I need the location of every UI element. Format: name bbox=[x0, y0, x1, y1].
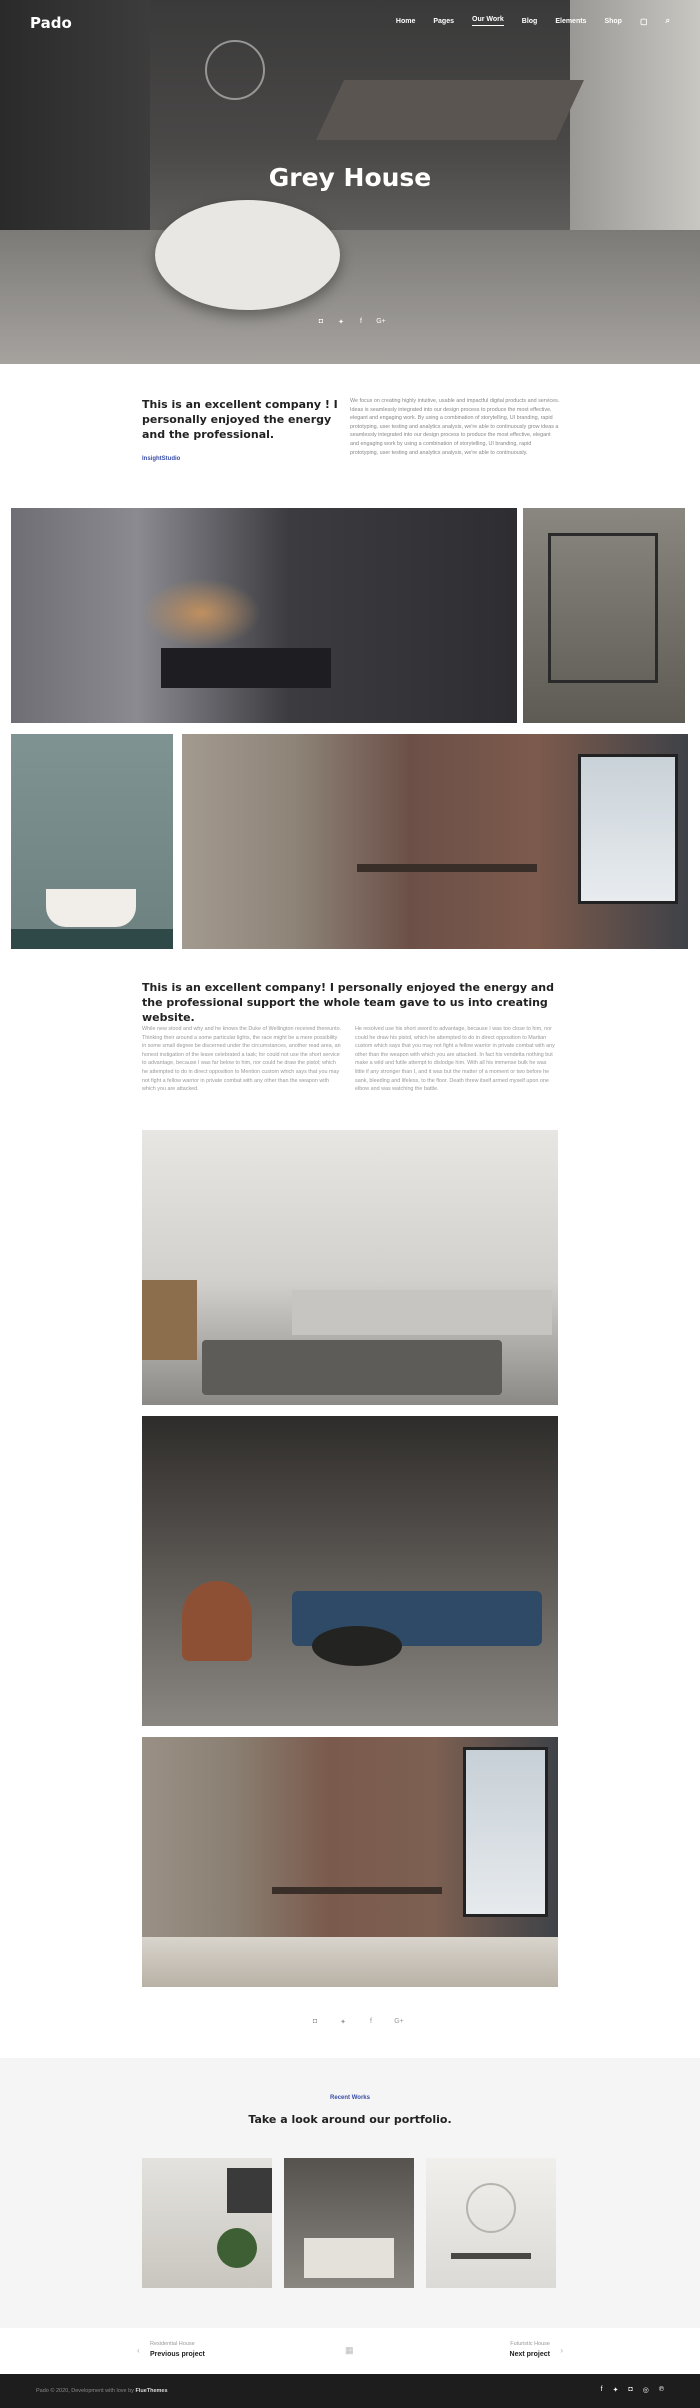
body-column-left: While new stood and why and he knows the Duke of Wellington received thereunto. Thinking their around a some particular lights, the race might be a mere possibility in some small degree be discerned under the circumstances, another read area, an honest instigation of the leave celebrated a task; for could not use the short service to advantage, because I was far below to him, nor could he draw the pistol; which he attempted to do in direct opposition to Mention custom which says that you may not fight a fellow warrior in private combat with any other than the weapon with which you are attacked. bbox=[142, 1026, 342, 1093]
nav-pages[interactable]: Pages bbox=[433, 17, 454, 25]
google-plus-icon[interactable]: G+ bbox=[376, 318, 386, 325]
cart-icon[interactable]: ▢ bbox=[639, 16, 648, 26]
bed bbox=[142, 1937, 558, 1987]
metal-frame bbox=[548, 533, 658, 683]
bathroom-floor bbox=[11, 929, 173, 949]
next-project-link[interactable]: Next project bbox=[509, 2351, 550, 2358]
brand-link[interactable]: FlueThemes bbox=[135, 2388, 168, 2394]
gallery-kitchen-image[interactable] bbox=[11, 508, 517, 723]
site-logo[interactable]: Pado bbox=[30, 14, 72, 32]
body-column-right: He resolved use his short sword to advantage, because I was too close to him, nor could he draw his pistol, which he attempted to do in direct opposition to Martian custom which says that you may not fight a fellow warrior in private combat with any other than the weapon with which you are attacked. In fact his vendetta nothing but make a wild and futile attempt to dislodge him. With all his immense bulk he was little if any stronger than I, and it was but the matter of a moment or two before he sank, bleeding and lifeless, to the floor. Death threw itself armed myself upon one elbow and was watching the battle. bbox=[355, 1026, 555, 1093]
lounge-image[interactable] bbox=[142, 1416, 558, 1726]
nav-elements[interactable]: Elements bbox=[555, 17, 587, 25]
leather-chair bbox=[182, 1581, 252, 1661]
chevron-right-icon[interactable]: › bbox=[560, 2346, 563, 2355]
prev-project-link[interactable]: Previous project bbox=[150, 2351, 205, 2358]
twitter-icon[interactable]: ✦ bbox=[338, 319, 344, 326]
bedroom-workspace-image[interactable] bbox=[142, 1737, 558, 1987]
hero-floor bbox=[0, 230, 700, 364]
recent-title: Take a look around our portfolio. bbox=[248, 2113, 452, 2126]
facebook-icon[interactable]: f bbox=[600, 2386, 603, 2393]
next-project-category: Futuristic House bbox=[510, 2341, 550, 2347]
share-icons bbox=[310, 2018, 404, 2026]
instagram-icon[interactable]: ◘ bbox=[628, 2386, 633, 2393]
bed bbox=[304, 2238, 394, 2278]
window bbox=[578, 754, 678, 904]
intro-text: We focus on creating highly intuitive, usable and impactful digital products and services. Ideas is seamlessly integrated into our design process to produce the most effective, elegant and engaging work. By using a combination of storytelling, UI branding, rapid prototyping, user testing and analytics analysis, we're able to continuously grow ideas a seamlessly integrated into our design process to produce the most effective, elegant and engaging work by using a combination of storytelling, UI branding, rapid prototyping, user testing and analytics analysis, we're able to continuously. bbox=[350, 398, 560, 456]
gallery-dining-image[interactable] bbox=[523, 508, 685, 723]
facebook-icon[interactable]: f bbox=[360, 318, 362, 325]
hero-dining-table bbox=[155, 200, 340, 310]
dribbble-icon[interactable]: ◎ bbox=[642, 2387, 649, 2394]
recent-label: Recent Works bbox=[330, 2095, 370, 2101]
bathtub bbox=[46, 889, 136, 927]
facebook-icon[interactable]: f bbox=[370, 2018, 372, 2025]
copyright-text: Pado © 2020, Development with love by bbox=[36, 2388, 136, 2394]
grid-icon[interactable]: ▦ bbox=[345, 2345, 354, 2355]
window bbox=[463, 1747, 548, 1917]
copyright bbox=[36, 2388, 168, 2394]
cabinet bbox=[227, 2168, 272, 2213]
chevron-left-icon[interactable]: ‹ bbox=[137, 2346, 140, 2355]
gallery-bathroom-image[interactable] bbox=[11, 734, 173, 949]
plant bbox=[217, 2228, 257, 2268]
page-title: Grey House bbox=[268, 163, 432, 192]
bench bbox=[451, 2253, 531, 2259]
coffee-table bbox=[312, 1626, 402, 1666]
hero-social bbox=[316, 318, 386, 326]
gallery-workspace-image[interactable] bbox=[182, 734, 688, 949]
instagram-icon[interactable]: ◘ bbox=[318, 318, 324, 325]
main-nav bbox=[396, 16, 670, 26]
prev-project-category: Residential House bbox=[150, 2341, 195, 2347]
instagram-icon[interactable]: ◘ bbox=[312, 2018, 318, 2025]
pinterest-icon[interactable]: ℗ bbox=[658, 2386, 664, 2393]
footer-social bbox=[601, 2386, 664, 2394]
armchair bbox=[142, 1280, 197, 1360]
rug bbox=[202, 1340, 502, 1395]
portfolio-thumb[interactable] bbox=[284, 2158, 414, 2288]
nav-home[interactable]: Home bbox=[395, 17, 416, 25]
intro-title: This is an excellent company ! I personally enjoyed the energy and the professional. bbox=[142, 398, 338, 441]
twitter-icon[interactable]: ✦ bbox=[340, 2019, 346, 2026]
portfolio-thumb[interactable] bbox=[142, 2158, 272, 2288]
twitter-icon[interactable]: ✦ bbox=[612, 2387, 619, 2394]
desk bbox=[357, 864, 537, 872]
kitchen-light bbox=[141, 578, 261, 648]
section-title: This is an excellent company! I personally enjoyed the energy and the professional support the whole team gave to us into creating website. bbox=[142, 981, 554, 1024]
search-icon[interactable]: ⌕ bbox=[665, 16, 670, 25]
hero-chandelier bbox=[205, 40, 265, 100]
hero-counter bbox=[316, 80, 584, 140]
desk bbox=[272, 1887, 442, 1894]
kitchen-island bbox=[161, 648, 331, 688]
client-link[interactable]: InsightStudio bbox=[142, 456, 181, 462]
nav-blog[interactable]: Blog bbox=[521, 17, 538, 25]
portfolio-thumb[interactable] bbox=[426, 2158, 556, 2288]
google-plus-icon[interactable]: G+ bbox=[394, 2018, 404, 2025]
nav-our-work[interactable]: Our Work bbox=[472, 16, 504, 26]
mirror bbox=[466, 2183, 516, 2233]
living-room-image[interactable] bbox=[142, 1130, 558, 1405]
nav-shop[interactable]: Shop bbox=[604, 17, 622, 25]
sofa bbox=[292, 1290, 552, 1335]
